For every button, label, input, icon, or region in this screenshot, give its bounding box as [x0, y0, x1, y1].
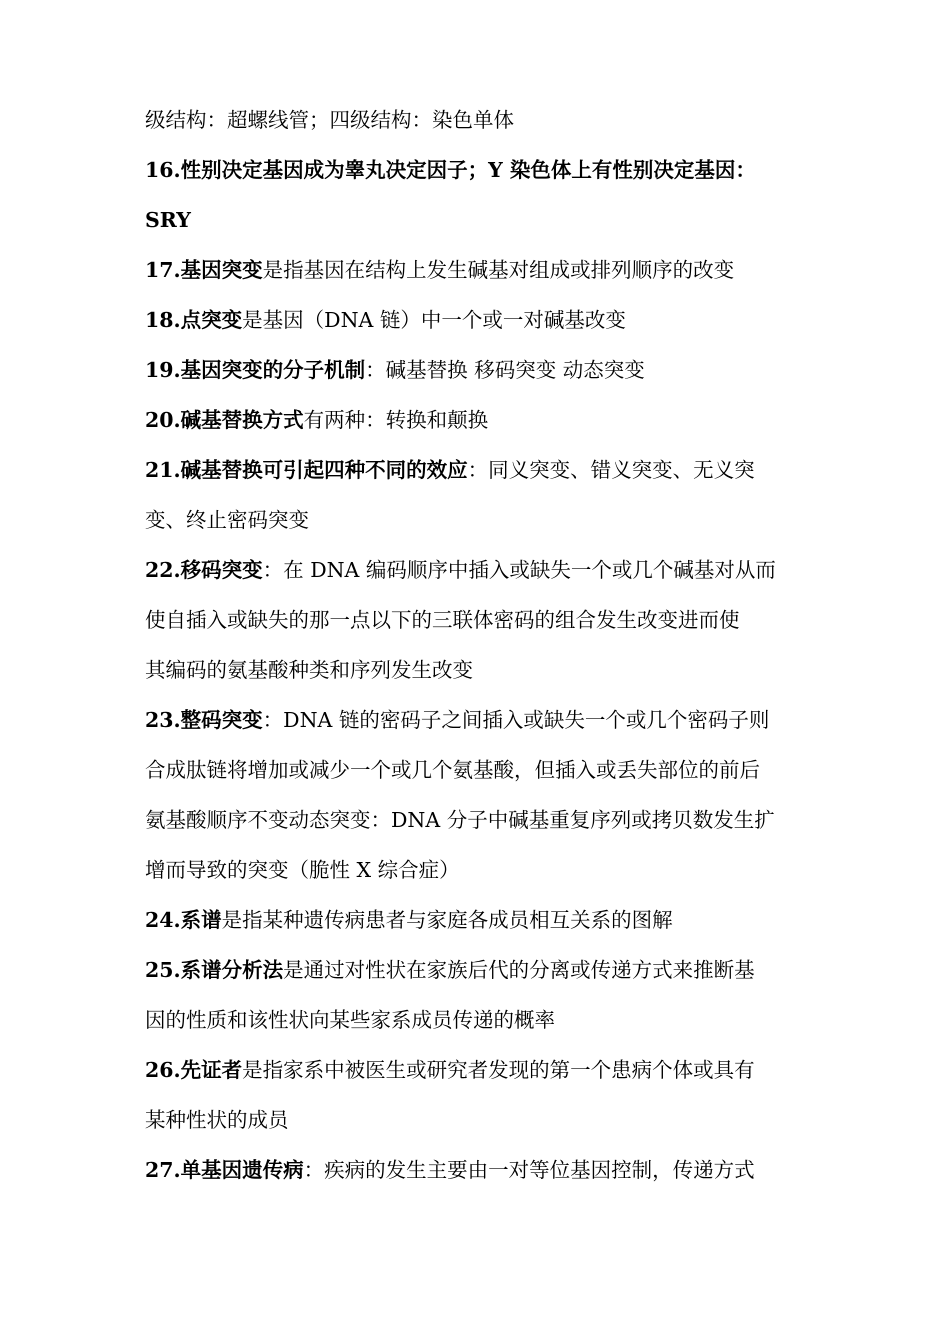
line-text: 级结构：超螺线管；四级结构：染色单体 — [145, 108, 514, 132]
text-line — [145, 356, 645, 384]
text-line — [145, 256, 734, 284]
line-term: 21.碱基替换可引起四种不同的效应 — [145, 458, 468, 482]
line-text: ：碱基替换 移码突变 动态突变 — [365, 358, 645, 382]
line-term: 16.性别决定基因成为睾丸决定因子；Y 染色体上有性别决定基因： — [145, 158, 756, 182]
line-text: 变、终止密码突变 — [145, 508, 309, 532]
text-line — [145, 1006, 555, 1034]
line-term: 17.基因突变 — [145, 258, 263, 282]
text-line — [145, 856, 460, 884]
line-text: 是指某种遗传病患者与家庭各成员相互关系的图解 — [221, 908, 673, 932]
line-term: 18.点突变 — [145, 308, 243, 332]
line-text: ：在 DNA 编码顺序中插入或缺失一个或几个碱基对从而 — [262, 558, 776, 582]
line-term: SRY — [145, 208, 191, 232]
text-line — [145, 1056, 755, 1084]
line-text: 是指基因在结构上发生碱基对组成或排列顺序的改变 — [262, 258, 735, 282]
text-line — [145, 706, 769, 734]
line-text: 因的性质和该性状向某些家系成员传递的概率 — [145, 1008, 555, 1032]
line-text: 增而导致的突变（脆性 X 综合症） — [145, 858, 460, 882]
text-line — [145, 156, 756, 184]
line-text: 氨基酸顺序不变动态突变：DNA 分子中碱基重复序列或拷贝数发生扩 — [145, 808, 775, 832]
line-text: 有两种：转换和颠换 — [303, 408, 489, 432]
line-term: 23.整码突变 — [145, 708, 263, 732]
line-text: 使自插入或缺失的那一点以下的三联体密码的组合发生改变进而使 — [145, 608, 740, 632]
text-line — [145, 1106, 289, 1134]
text-line — [145, 206, 191, 234]
text-line — [145, 456, 755, 484]
text-line — [145, 306, 626, 334]
line-text: ：DNA 链的密码子之间插入或缺失一个或几个密码子则 — [262, 708, 770, 732]
text-line — [145, 1156, 755, 1184]
line-text: 是基因（DNA 链）中一个或一对碱基改变 — [242, 308, 626, 332]
text-line — [145, 506, 309, 534]
line-term: 19.基因突变的分子机制 — [145, 358, 366, 382]
text-line — [145, 756, 760, 784]
line-term: 26.先证者 — [145, 1058, 243, 1082]
line-term: 27.单基因遗传病 — [145, 1158, 304, 1182]
text-line — [145, 806, 775, 834]
text-line — [145, 556, 776, 584]
line-term: 25.系谱分析法 — [145, 958, 284, 982]
line-text: 是指家系中被医生或研究者发现的第一个患病个体或具有 — [242, 1058, 755, 1082]
text-line — [145, 606, 740, 634]
text-line — [145, 906, 673, 934]
line-term: 24.系谱 — [145, 908, 222, 932]
line-text: 是通过对性状在家族后代的分离或传递方式来推断基 — [283, 958, 755, 982]
text-line — [145, 656, 473, 684]
text-line — [145, 406, 488, 434]
line-text: ：疾病的发生主要由一对等位基因控制，传递方式 — [303, 1158, 755, 1182]
line-text: 某种性状的成员 — [145, 1108, 289, 1132]
line-text: 合成肽链将增加或减少一个或几个氨基酸，但插入或丢失部位的前后 — [145, 758, 760, 782]
line-term: 20.碱基替换方式 — [145, 408, 304, 432]
line-term: 22.移码突变 — [145, 558, 263, 582]
line-text: ：同义突变、错义突变、无义突 — [467, 458, 755, 482]
text-line — [145, 956, 755, 984]
text-line — [145, 106, 514, 134]
line-text: 其编码的氨基酸种类和序列发生改变 — [145, 658, 473, 682]
